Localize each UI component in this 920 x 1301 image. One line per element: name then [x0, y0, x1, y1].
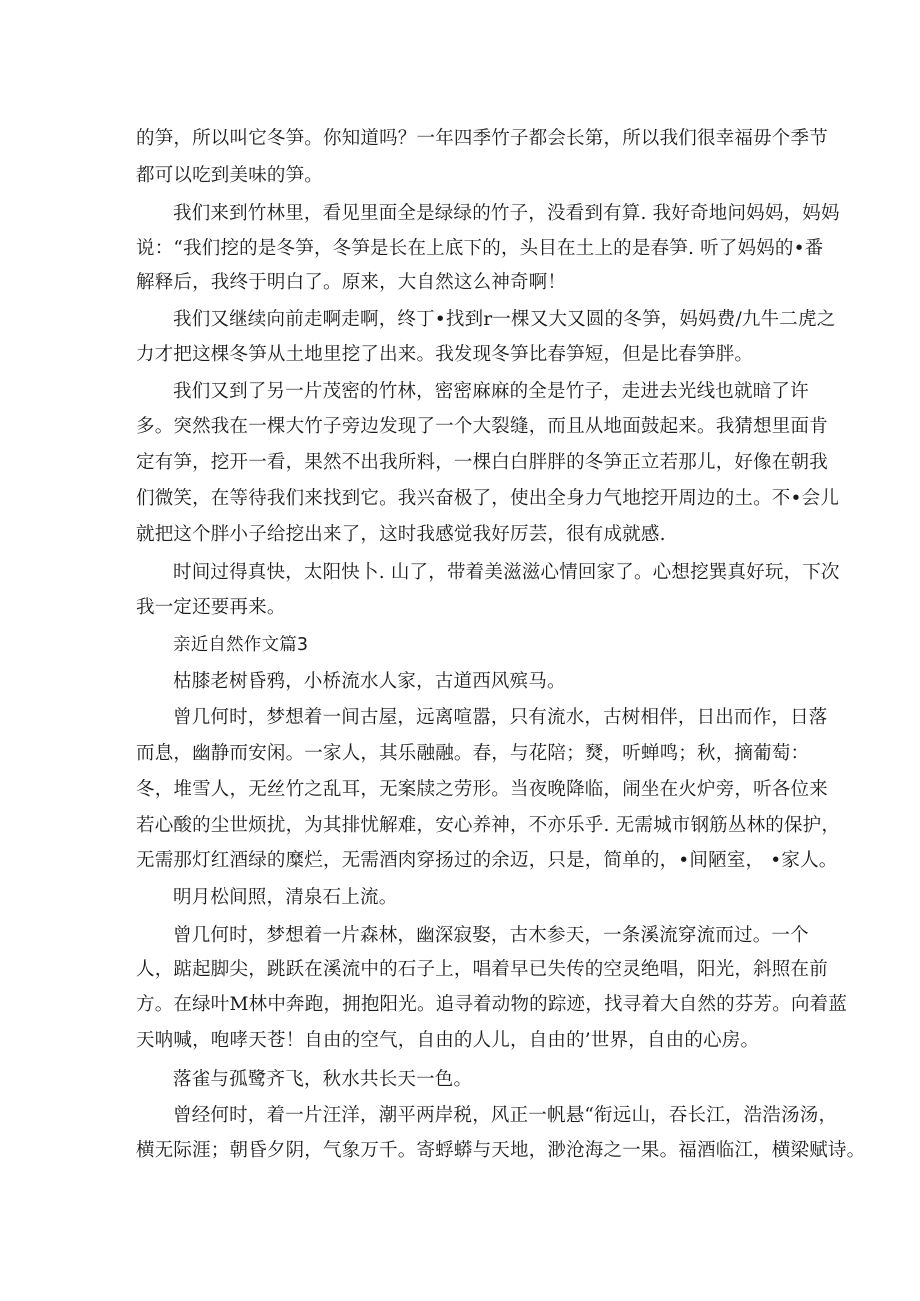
text-line: 都可以吃到美味的笋。	[136, 165, 324, 186]
text-line: 时间过得真快，太阳快卜. 山了，带着美滋滋心情回家了。心想挖巽真好玩，下次	[173, 562, 840, 583]
text-line: 们微笑，在等待我们来找到它。我兴奋极了，使出全身力气地挖开周边的土。不•会儿	[136, 488, 840, 509]
text-line: 我们又继续向前走啊走啊，终丁•找到r一棵又大又圆的冬笋，妈妈费/九牛二虎之	[173, 309, 836, 330]
text-line: 若心酸的尘世烦扰，为其排忧解难，安心养神，不亦乐乎. 无需城市钢筋丛林的保护，	[136, 815, 841, 836]
section-heading: 亲近自然作文篇3	[173, 635, 309, 655]
text-line: 曾几何时，梦想着一间古屋，远离喧嚣，只有流水，古树相伴，日出而作，日落	[173, 707, 828, 728]
text-line: 方。在绿叶M林中奔跑，拥抱阳光。追寻着动物的踪迹，找寻着大自然的芬芳。向着蓝	[136, 994, 848, 1015]
text-line: 冬，堆雪人，无丝竹之乱耳，无案牍之劳形。当夜晚降临，闹坐在火炉旁，听各位来	[136, 779, 828, 800]
text-line: 我们又到了另一片茂密的竹林，密密麻麻的全是竹子，走进去光线也就暗了许	[173, 381, 809, 402]
text-line: 无需那灯红酒绿的糜烂，无需酒肉穿扬过的余迈，只是，简单的，•间陋室， •家人。	[136, 850, 838, 871]
text-line: 曾经何时，着一片汪洋，潮平两岸税，风正一帆悬“衔远山，吞长江，浩浩汤汤，	[173, 1105, 838, 1126]
text-line: 我一定还要再来。	[136, 597, 286, 618]
text-line: 解释后，我终于明白了。原来，大自然这么神奇啊！	[136, 272, 567, 293]
text-line: 而息，幽静而安闲。一家人，其乐融融。春，与花陪；燹，听蝉鸣；秋，摘葡萄：	[136, 743, 810, 764]
text-line: 我们来到竹林里，看见里面全是绿绿的竹子，没看到有算. 我好奇地问妈妈，妈妈	[173, 203, 840, 224]
text-line: 天呐喊，咆哮天苍！自由的空气，自由的人儿，自由的’世界，自由的心房。	[136, 1030, 760, 1051]
text-line: 多。突然我在一棵大竹子旁边发现了一个大裂缝，而且从地面鼓起来。我猜想里面肯	[136, 416, 828, 437]
text-line: 人，踮起脚尖，跳跃在溪流中的石子上，唱着早已失传的空灵绝唱，阳光，斜照在前	[136, 959, 828, 980]
text-line: 明月松间照，清泉石上流。	[173, 887, 398, 908]
text-line: 曾几何时，梦想着一片森林，幽深寂娶，古木参天，一条溪流穿流而过。一个	[173, 925, 809, 946]
text-line: 的笋，所以叫它冬笋。你知道吗？一年四季竹子都会长第，所以我们很幸福毋个季节	[136, 128, 828, 149]
text-line: 枯膝老树昏鸦，小桥流水人家，古道西风殡马。	[173, 671, 566, 692]
text-line: 横无际涯；朝昏夕阴，气象万千。寄蜉蟒与天地，渺沧海之一果。福酒临江，横梁赋诗。	[136, 1140, 866, 1161]
text-line: 就把这个胖小子给挖出来了，这时我感觉我好厉芸，很有成就感.	[136, 524, 666, 545]
text-line: 说：“我们挖的是冬笋，冬笋是长在上底下的，头目在土上的是春笋. 听了妈妈的•番	[136, 238, 824, 259]
text-line: 力才把这棵冬笋从土地里挖了出来。我发现冬笋比春笋短，但是比春笋胖。	[136, 344, 754, 365]
text-line: 落雀与孤鹭齐飞，秋水共长天一色。	[173, 1069, 473, 1090]
text-line: 定有笋，挖开一看，果然不出我所料，一棵白白胖胖的冬笋正立若那儿，好像在朝我	[136, 452, 828, 473]
